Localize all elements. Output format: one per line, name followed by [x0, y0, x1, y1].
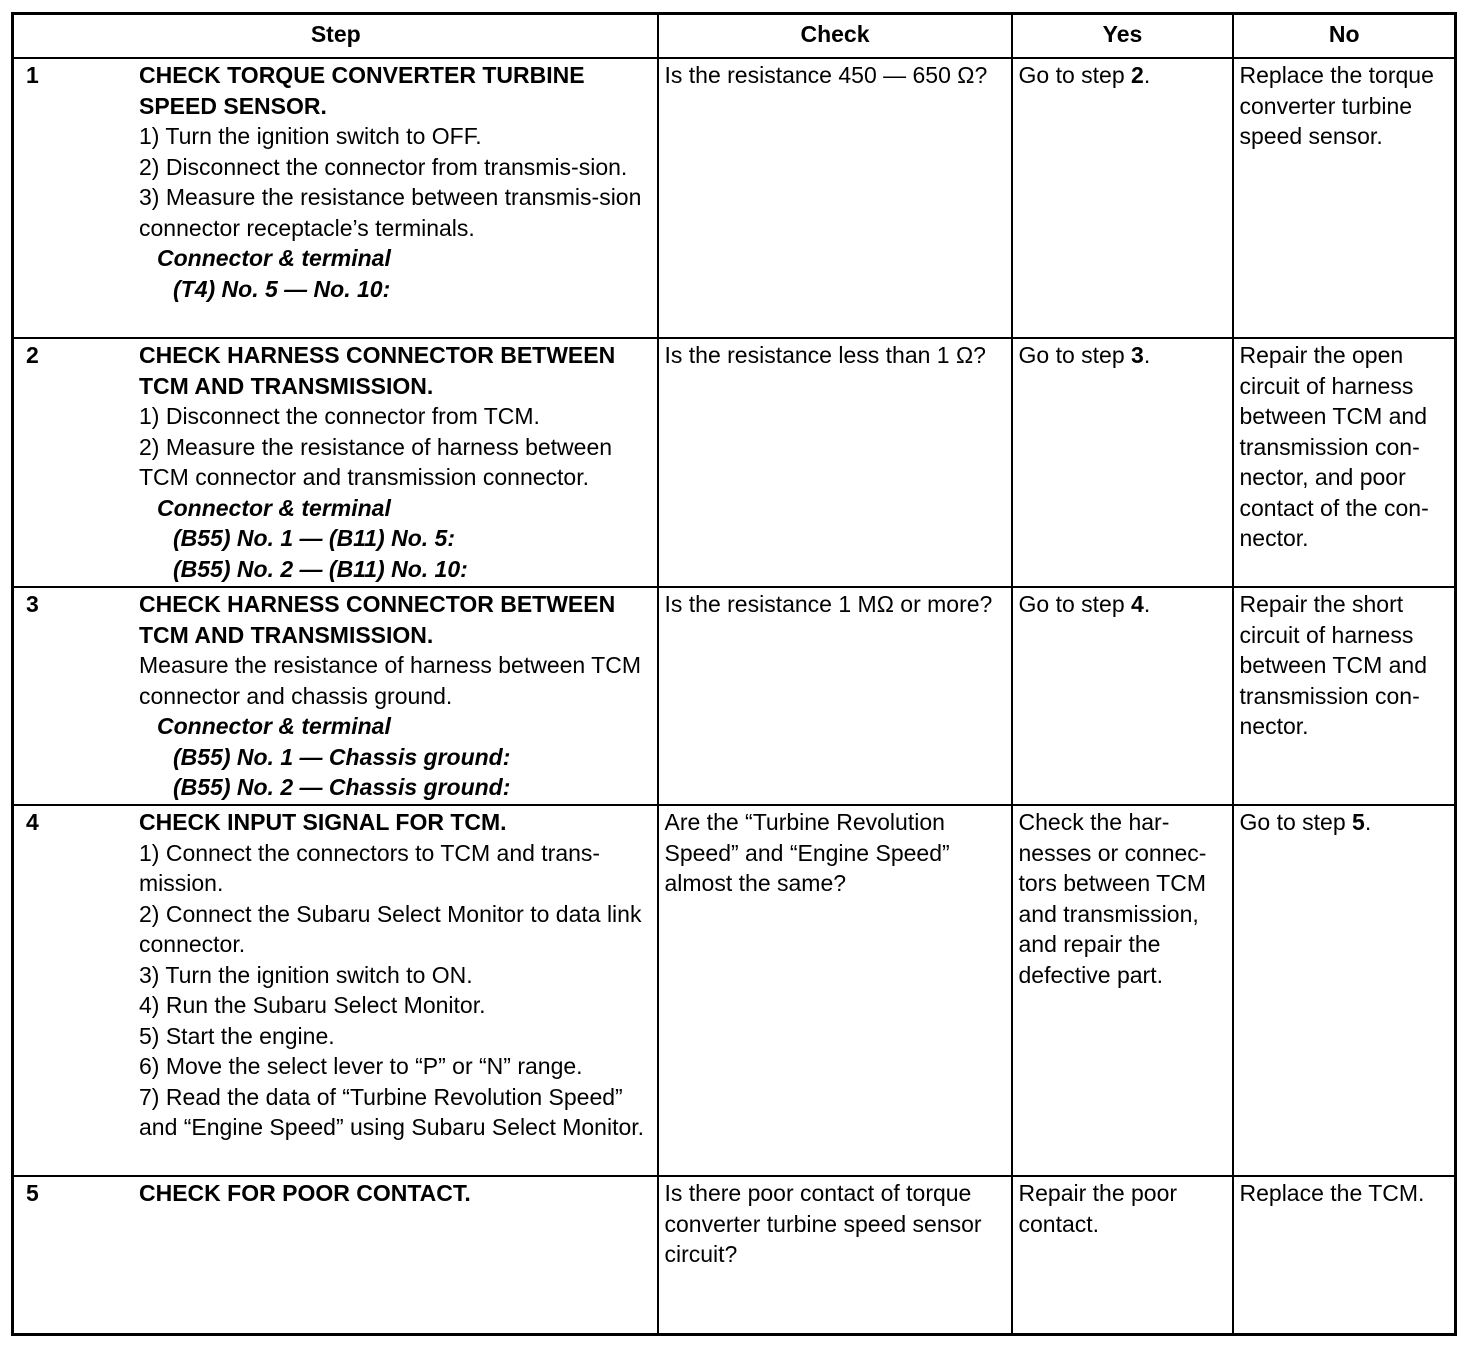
table-row [13, 805, 1456, 1176]
step-title: CHECK HARNESS CONNECTOR BETWEEN TCM AND TRANSMISSION. [139, 342, 616, 399]
connector-terminal-heading: Connector & terminal [157, 494, 391, 521]
no-text-suffix: . [1364, 809, 1372, 835]
step-reference: 3 [1131, 342, 1144, 368]
step-number: 1 [26, 62, 39, 88]
step-cell [13, 587, 658, 805]
no-cell: Repair the open circuit of harness between TCM and transmission con-nector, and poor contact of the con-nector. [1233, 338, 1456, 587]
check-cell: Is the resistance 1 MΩ or more? [658, 587, 1012, 805]
step-body [139, 340, 652, 584]
step-title: CHECK HARNESS CONNECTOR BETWEEN TCM AND TRANSMISSION. [139, 591, 616, 648]
step-cell [13, 1176, 658, 1334]
connector-terminal-value: (B55) No. 1 — (B11) No. 5: [173, 525, 455, 551]
yes-text: Go to step [1018, 342, 1132, 368]
step-number: 2 [26, 342, 39, 368]
step-number: 5 [26, 1180, 39, 1206]
table-row [13, 1176, 1456, 1334]
step-instruction: Measure the resistance of harness between TCM connector and chassis ground. [139, 652, 641, 709]
check-cell: Are the “Turbine Revolution Speed” and “Engine Speed” almost the same? [658, 805, 1012, 1176]
step-cell [13, 805, 658, 1176]
table-row [13, 338, 1456, 587]
connector-terminal-heading: Connector & terminal [157, 713, 391, 739]
diagnostic-procedure-table [11, 12, 1457, 1336]
header-check: Check [658, 14, 1012, 59]
yes-text-suffix: . [1143, 62, 1151, 88]
no-cell: Replace the torque converter turbine speed sensor. [1233, 58, 1456, 338]
step-body [139, 1178, 652, 1209]
step-title: CHECK FOR POOR CONTACT. [139, 1180, 471, 1206]
yes-cell [1012, 58, 1233, 338]
step-number: 4 [26, 809, 39, 835]
yes-text: Go to step [1018, 62, 1132, 88]
step-body [139, 60, 652, 304]
step-reference: 5 [1352, 809, 1365, 835]
header-step: Step [13, 14, 658, 59]
step-instruction: 3) Turn the ignition switch to ON. [139, 961, 473, 988]
step-instruction: 5) Start the engine. [139, 1022, 335, 1049]
yes-cell: Repair the poor contact. [1012, 1176, 1233, 1334]
step-instruction: 1) Connect the connectors to TCM and trans-mission. [139, 839, 601, 896]
yes-text: Go to step [1018, 591, 1132, 617]
connector-terminal-value: (B55) No. 2 — (B11) No. 10: [173, 555, 468, 582]
step-reference: 2 [1131, 62, 1144, 88]
step-instruction: 3) Measure the resistance between transmis-sion connector receptacle’s terminals. [139, 184, 642, 241]
step-title: CHECK INPUT SIGNAL FOR TCM. [139, 809, 507, 835]
yes-text-suffix: . [1143, 342, 1151, 368]
yes-cell [1012, 587, 1233, 805]
header-no: No [1233, 14, 1456, 59]
yes-text-suffix: . [1143, 591, 1151, 617]
connector-terminal-value: (B55) No. 1 — Chassis ground: [173, 743, 511, 770]
yes-cell [1012, 338, 1233, 587]
step-cell [13, 58, 658, 338]
step-instruction: 4) Run the Subaru Select Monitor. [139, 992, 486, 1018]
check-cell: Is the resistance less than 1 Ω? [658, 338, 1012, 587]
step-body [139, 589, 652, 803]
header-yes: Yes [1012, 14, 1233, 59]
no-cell: Replace the TCM. [1233, 1176, 1456, 1334]
step-instruction: 1) Disconnect the connector from TCM. [139, 403, 540, 429]
table-row [13, 58, 1456, 338]
table-header-row [13, 14, 1456, 59]
no-text: Go to step [1239, 809, 1353, 835]
step-body [139, 807, 652, 1143]
no-cell: Repair the short circuit of harness between TCM and transmission con-nector. [1233, 587, 1456, 805]
yes-cell: Check the har-nesses or connec-tors between TCM and transmission, and repair the defective part. [1012, 805, 1233, 1176]
step-instruction: 1) Turn the ignition switch to OFF. [139, 123, 482, 149]
step-title: CHECK TORQUE CONVERTER TURBINE SPEED SENSOR. [139, 62, 585, 119]
step-instruction: 2) Connect the Subaru Select Monitor to data link connector. [139, 900, 642, 957]
connector-terminal-value: (B55) No. 2 — Chassis ground: [173, 774, 511, 800]
step-instruction: 7) Read the data of “Turbine Revolution Speed” and “Engine Speed” using Subaru Select Monitor. [139, 1083, 645, 1140]
step-reference: 4 [1131, 591, 1144, 617]
table-row [13, 587, 1456, 805]
no-cell [1233, 805, 1456, 1176]
step-instruction: 2) Measure the resistance of harness between TCM connector and transmission connector. [139, 433, 613, 490]
step-instruction: 2) Disconnect the connector from transmis-sion. [139, 153, 628, 180]
check-cell: Is there poor contact of torque converter turbine speed sensor circuit? [658, 1176, 1012, 1334]
step-cell [13, 338, 658, 587]
connector-terminal-heading: Connector & terminal [157, 245, 391, 271]
connector-terminal-value: (T4) No. 5 — No. 10: [173, 275, 391, 302]
check-cell: Is the resistance 450 — 650 Ω? [658, 58, 1012, 338]
step-number: 3 [26, 591, 39, 617]
step-instruction: 6) Move the select lever to “P” or “N” range. [139, 1053, 583, 1079]
